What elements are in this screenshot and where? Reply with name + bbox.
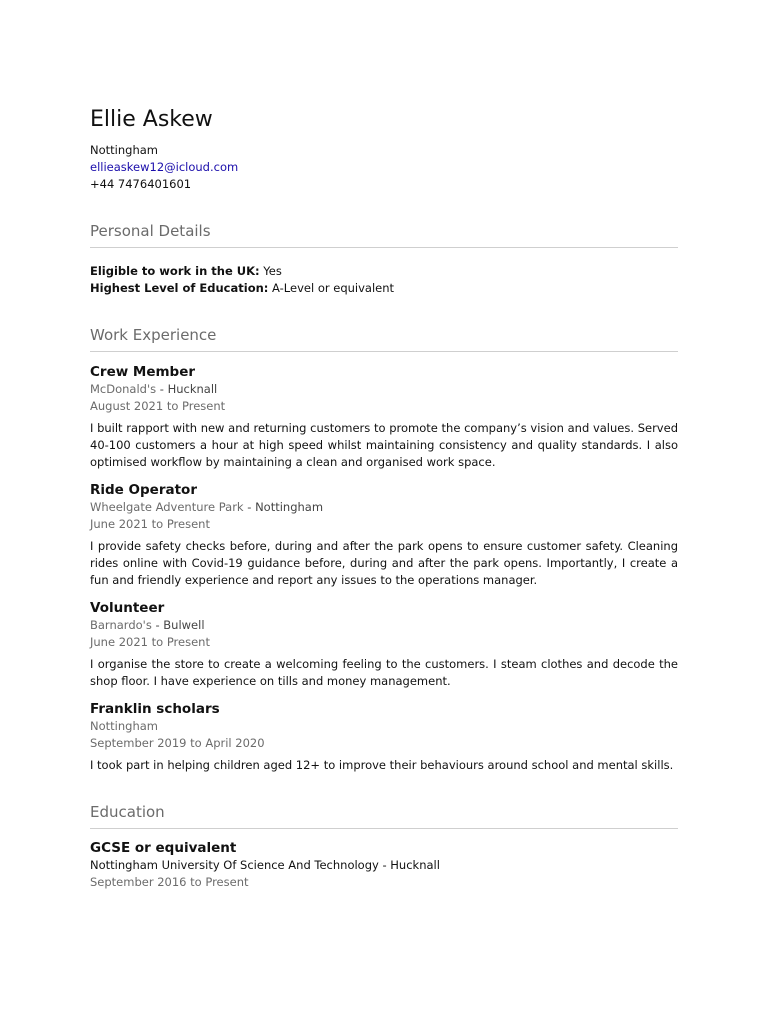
- contact-phone: +44 7476401601: [90, 177, 192, 191]
- education-school: Nottingham University Of Science And Technology - Hucknall: [90, 858, 440, 872]
- job-separator: -: [159, 382, 164, 396]
- work-experience-heading: Work Experience: [90, 325, 678, 352]
- resume-content: [90, 106, 678, 891]
- eligibility-label: Eligible to work in the UK:: [90, 264, 260, 278]
- job-dates: August 2021 to Present: [90, 399, 226, 413]
- education-level-value: A-Level or equivalent: [272, 281, 395, 295]
- job-company: McDonald's: [90, 382, 157, 396]
- job-location: Bulwell: [163, 618, 205, 632]
- eligibility-detail: [90, 263, 678, 280]
- job-dates: June 2021 to Present: [90, 635, 210, 649]
- job-description: I provide safety checks before, during and after the park opens to ensure customer safety. Cleaning rides online with Covid-19 guidance before, during and after the park opens. Importantly, I create a fun and friendly experience and report any issues to the operations manager.: [90, 539, 678, 587]
- job-company-line: [90, 718, 678, 735]
- education-dates: September 2016 to Present: [90, 875, 249, 889]
- contact-email-link[interactable]: ellieaskew12@icloud.com: [90, 160, 239, 174]
- education-section: [90, 802, 678, 891]
- job-dates: June 2021 to Present: [90, 517, 210, 531]
- job-separator: -: [247, 500, 252, 514]
- job-title: Volunteer: [90, 600, 165, 616]
- job-title: Ride Operator: [90, 482, 197, 498]
- job-title: Franklin scholars: [90, 701, 220, 717]
- personal-details-section: [90, 221, 678, 297]
- job-company: Barnardo's: [90, 618, 152, 632]
- personal-details-list: [90, 263, 678, 297]
- education-level-label: Highest Level of Education:: [90, 281, 269, 295]
- job-entry: [90, 700, 678, 774]
- job-description: I built rapport with new and returning customers to promote the company’s vision and values. Served 40-100 customers a hour at high speed whilst maintaining consistency and quality standards. I also optimised workflow by maintaining a clean and organised work space.: [90, 421, 678, 469]
- job-location: Hucknall: [167, 382, 218, 396]
- personal-details-heading: Personal Details: [90, 221, 678, 248]
- job-entry: [90, 599, 678, 690]
- job-location: Nottingham: [255, 500, 324, 514]
- eligibility-value: Yes: [263, 264, 282, 278]
- education-level-detail: [90, 280, 678, 297]
- education-heading: Education: [90, 802, 678, 829]
- job-entry: [90, 363, 678, 471]
- work-experience-section: [90, 325, 678, 774]
- job-company-line: [90, 499, 678, 516]
- job-description: I organise the store to create a welcoming feeling to the customers. I steam clothes and decode the shop floor. I have experience on tills and money management.: [90, 657, 678, 688]
- job-company-line: [90, 381, 678, 398]
- job-entry: [90, 481, 678, 589]
- contact-location: Nottingham: [90, 143, 158, 157]
- candidate-name: Ellie Askew: [90, 107, 213, 132]
- job-separator: -: [155, 618, 160, 632]
- job-description: I took part in helping children aged 12+ to improve their behaviours around school and mental skills.: [90, 758, 674, 772]
- education-title: GCSE or equivalent: [90, 840, 237, 856]
- job-title: Crew Member: [90, 364, 196, 380]
- contact-email-line: [90, 159, 678, 176]
- job-company-line: [90, 617, 678, 634]
- job-dates: September 2019 to April 2020: [90, 736, 265, 750]
- job-company: Wheelgate Adventure Park: [90, 500, 244, 514]
- job-company: Nottingham: [90, 719, 158, 733]
